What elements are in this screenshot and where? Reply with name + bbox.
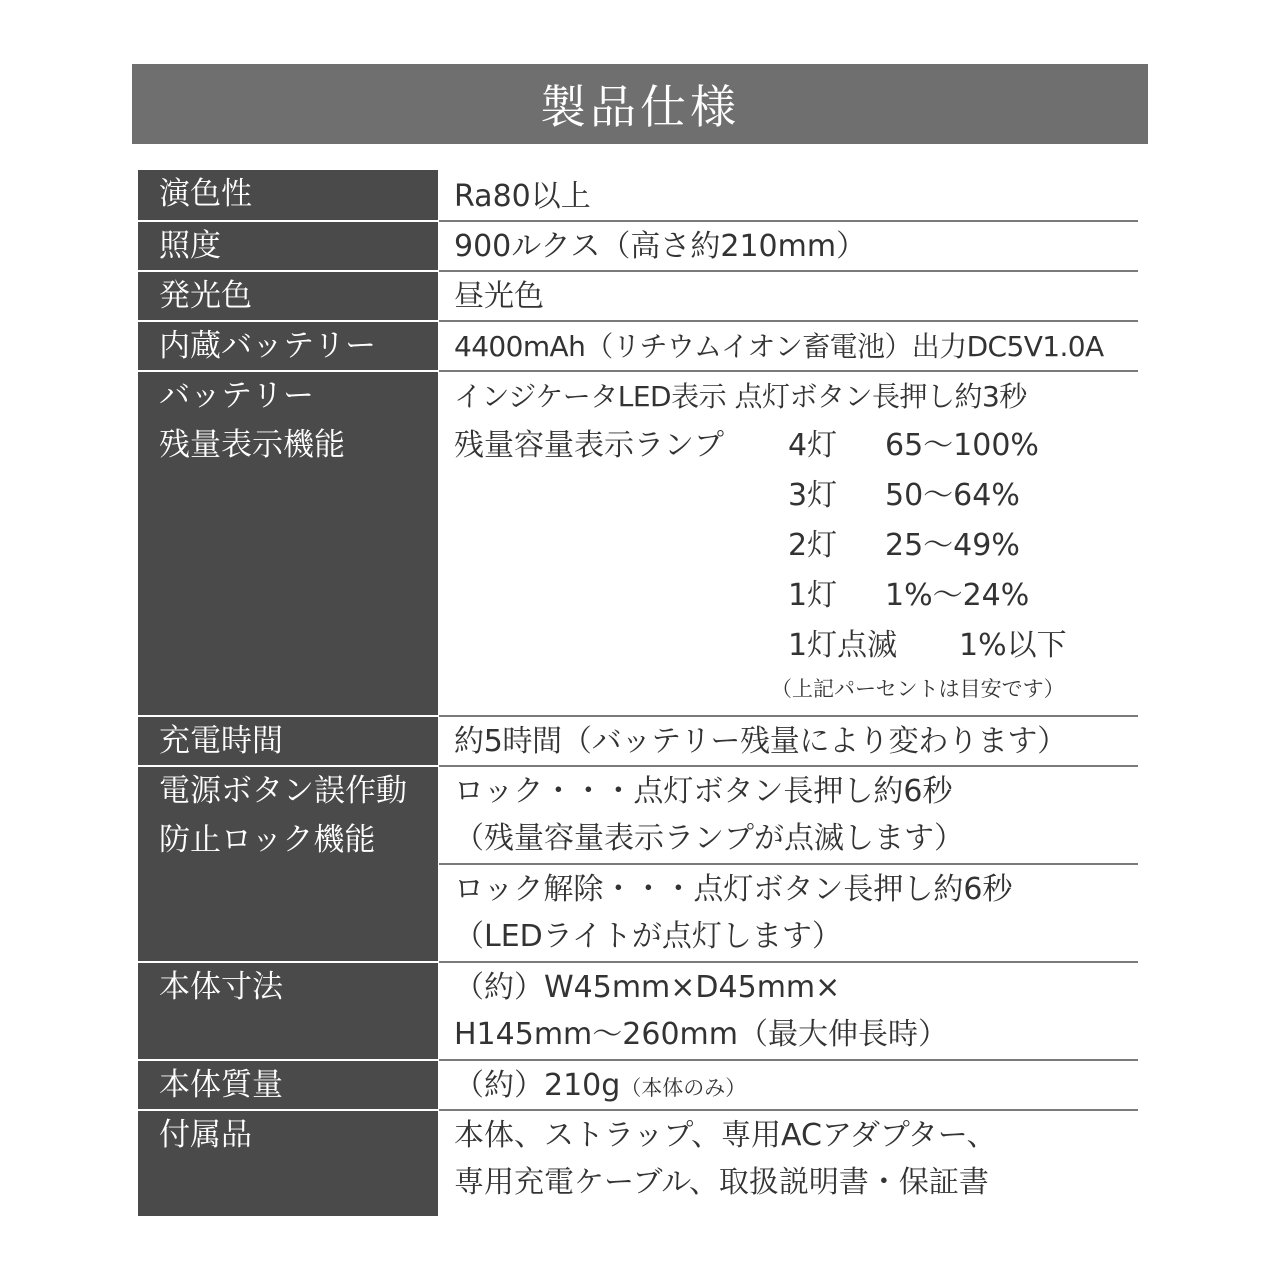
level-range: 65〜100% xyxy=(885,428,1039,463)
spec-value: 約5時間（バッテリー残量により変わります） xyxy=(439,717,1138,767)
spec-row-illuminance xyxy=(138,222,1138,272)
spec-value: 本体、ストラップ、専用ACアダプター、 専用充電ケーブル、取扱説明書・保証書 xyxy=(454,1118,997,1200)
page-title: 製品仕様 xyxy=(132,64,1148,144)
spec-label: 充電時間 xyxy=(138,717,438,767)
spec-row-accessories xyxy=(138,1111,1138,1216)
spec-row-weight xyxy=(138,1061,1138,1111)
spec-label: バッテリー 残量表示機能 xyxy=(138,372,438,717)
level-range: 1%以下 xyxy=(959,628,1067,663)
level-lamp: 1灯点滅 xyxy=(788,628,898,663)
spec-value: （約）W45mm×D45mm× H145mm〜260mm（最大伸長時） xyxy=(439,963,1138,1061)
spec-label: 内蔵バッテリー xyxy=(138,322,438,372)
level-range: 25〜49% xyxy=(885,528,1020,563)
spec-value: 4400mAh（リチウムイオン畜電池）出力DC5V1.0A xyxy=(439,322,1138,372)
level-note: （上記パーセントは目安です） xyxy=(771,677,1065,701)
spec-label: 発光色 xyxy=(138,272,438,322)
spec-row-color-rendering xyxy=(138,170,1138,222)
spec-row-dimensions xyxy=(138,963,1138,1061)
spec-label: 照度 xyxy=(138,222,438,272)
lock-sub-row: ロック・・・点灯ボタン長押し約6秒 （残量容量表示ランプが点滅します） xyxy=(439,767,1138,865)
spec-value: インジケータLED表示 点灯ボタン長押し約3秒 残量容量表示ランプ 4灯 65〜100% 3灯 50〜64% 2灯 25〜49% 1灯 1%〜24% 1灯点滅 1%以下 （上記パーセントは目安です） xyxy=(439,372,1138,717)
spec-value: （約）210g（本体のみ） xyxy=(439,1061,1138,1111)
spec-value: 昼光色 xyxy=(439,272,1138,322)
spec-row-charge-time xyxy=(138,717,1138,767)
level-range: 50〜64% xyxy=(885,478,1020,513)
spec-label: 演色性 xyxy=(138,170,438,222)
level-lamp: 1灯 xyxy=(788,578,838,613)
spec-label: 本体質量 xyxy=(138,1061,438,1111)
spec-value xyxy=(439,767,1138,963)
spec-label: 電源ボタン誤作動 防止ロック機能 xyxy=(138,767,438,963)
spec-label: 本体寸法 xyxy=(138,963,438,1061)
level-lamp: 2灯 xyxy=(788,528,838,563)
spec-row-battery xyxy=(138,322,1138,372)
spec-label: 付属品 xyxy=(159,1117,252,1153)
level-lamp: 3灯 xyxy=(788,478,838,513)
spec-row-battery-indicator xyxy=(138,372,1138,717)
unlock-sub-row: ロック解除・・・点灯ボタン長押し約6秒 （LEDライトが点灯します） xyxy=(454,872,1013,954)
spec-value: 900ルクス（高さ約210mm） xyxy=(439,222,1138,272)
level-range: 1%〜24% xyxy=(885,578,1030,613)
level-lamp: 4灯 xyxy=(788,428,838,463)
spec-value: Ra80以上 xyxy=(439,170,1138,222)
spec-row-button-lock xyxy=(138,767,1138,963)
spec-table xyxy=(138,170,1138,1216)
spec-row-light-color xyxy=(138,272,1138,322)
